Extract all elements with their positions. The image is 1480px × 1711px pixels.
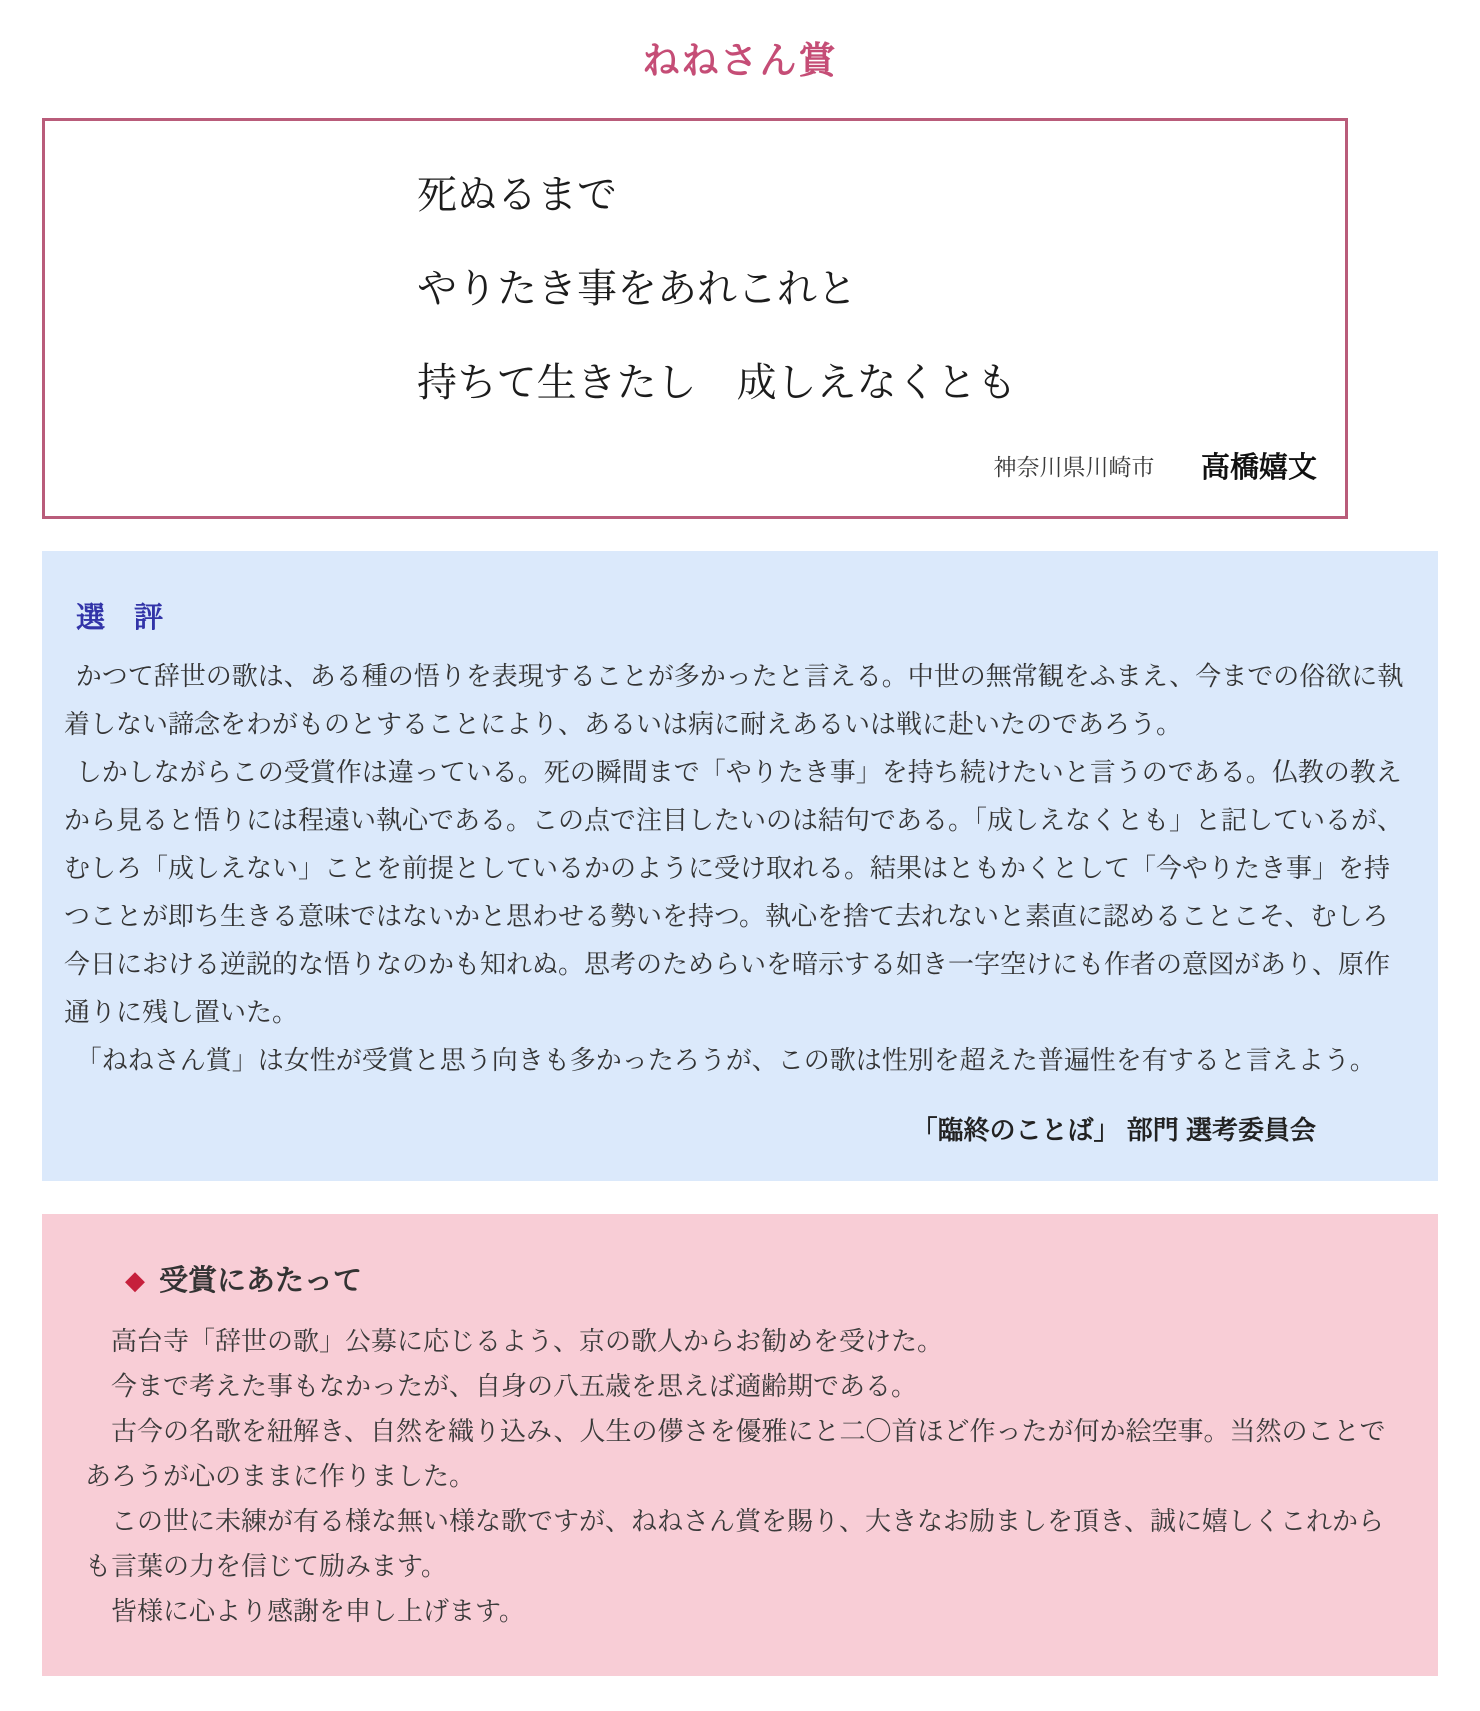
poem-line-1: 死ぬるまで — [417, 172, 617, 217]
commentary-paragraph-2: しかしながらこの受賞作は違っている。死の瞬間まで「やりたき事」を持ち続けたいと言うのである。仏教の教えから見ると悟りには程遠い執心である。この点で注目したいのは結句である。「成しえなくとも」と記しているが、むしろ「成しえない」ことを前提としているかのように受け取れる。結果はともかくとして「今やりたき事」を持つことが即ち生きる意味ではないかと思わせる勢いを持つ。執心を捨て去れないと素直に認めることこそ、むしろ今日における逆説的な悟りなのかも知れぬ。思考のためらいを暗示する如き一字空けにも作者の意図があり、原作通りに残し置いた。 — [64, 757, 1404, 1027]
diamond-icon: ◆ — [125, 1265, 145, 1295]
poem-lines — [417, 163, 1317, 408]
commentary-heading: 選 評 — [76, 602, 164, 634]
note-paragraph-3: 古今の名歌を紐解き、自然を織り込み、人生の儚さを優雅にと二〇首ほど作ったが何か絵空事。当然のことであろうが心のままに作りました。 — [85, 1416, 1386, 1491]
poem-line-3: 持ちて生きたし 成しえなくとも — [417, 360, 1017, 405]
note-paragraph-2: 今まで考えた事もなかったが、自身の八五歳を思えば適齢期である。 — [111, 1371, 918, 1401]
note-paragraph-4: この世に未練が有る様な無い様な歌ですが、ねねさん賞を賜り、大きなお励ましを頂き、誠に嬉しくこれからも言葉の力を信じて励みます。 — [85, 1506, 1384, 1581]
poem-author — [417, 445, 1317, 486]
recipient-note-heading-label: 受賞にあたって — [159, 1265, 363, 1297]
commentary-paragraph-1: かつて辞世の歌は、ある種の悟りを表現することが多かったと言える。中世の無常観をふまえ、今までの俗欲に執着しない諦念をわがものとすることにより、あるいは病に耐えあるいは戦に赴いたのであろう。 — [64, 661, 1404, 739]
poem-line-2: やりたき事をあれこれと — [417, 266, 857, 311]
commentary-paragraph-3: 「ねねさん賞」は女性が受賞と思う向きも多かったろうが、この歌は性別を超えた普遍性を有すると言えよう。 — [75, 1045, 1376, 1075]
commentary-section — [42, 551, 1438, 1181]
page-title: ねねさん賞 — [642, 40, 838, 81]
recipient-note-heading — [125, 1258, 1393, 1299]
poem-card — [42, 118, 1348, 519]
recipient-note-section — [42, 1214, 1438, 1676]
author-name: 高橋嬉文 — [1200, 452, 1317, 484]
commentary-signature: 「臨終のことば」 部門 選考委員会 — [911, 1115, 1316, 1145]
note-paragraph-1: 高台寺「辞世の歌」公募に応じるよう、京の歌人からお勧めを受けた。 — [111, 1326, 944, 1356]
note-paragraph-5: 皆様に心より感謝を申し上げます。 — [111, 1596, 525, 1626]
author-location: 神奈川県川崎市 — [993, 454, 1155, 480]
